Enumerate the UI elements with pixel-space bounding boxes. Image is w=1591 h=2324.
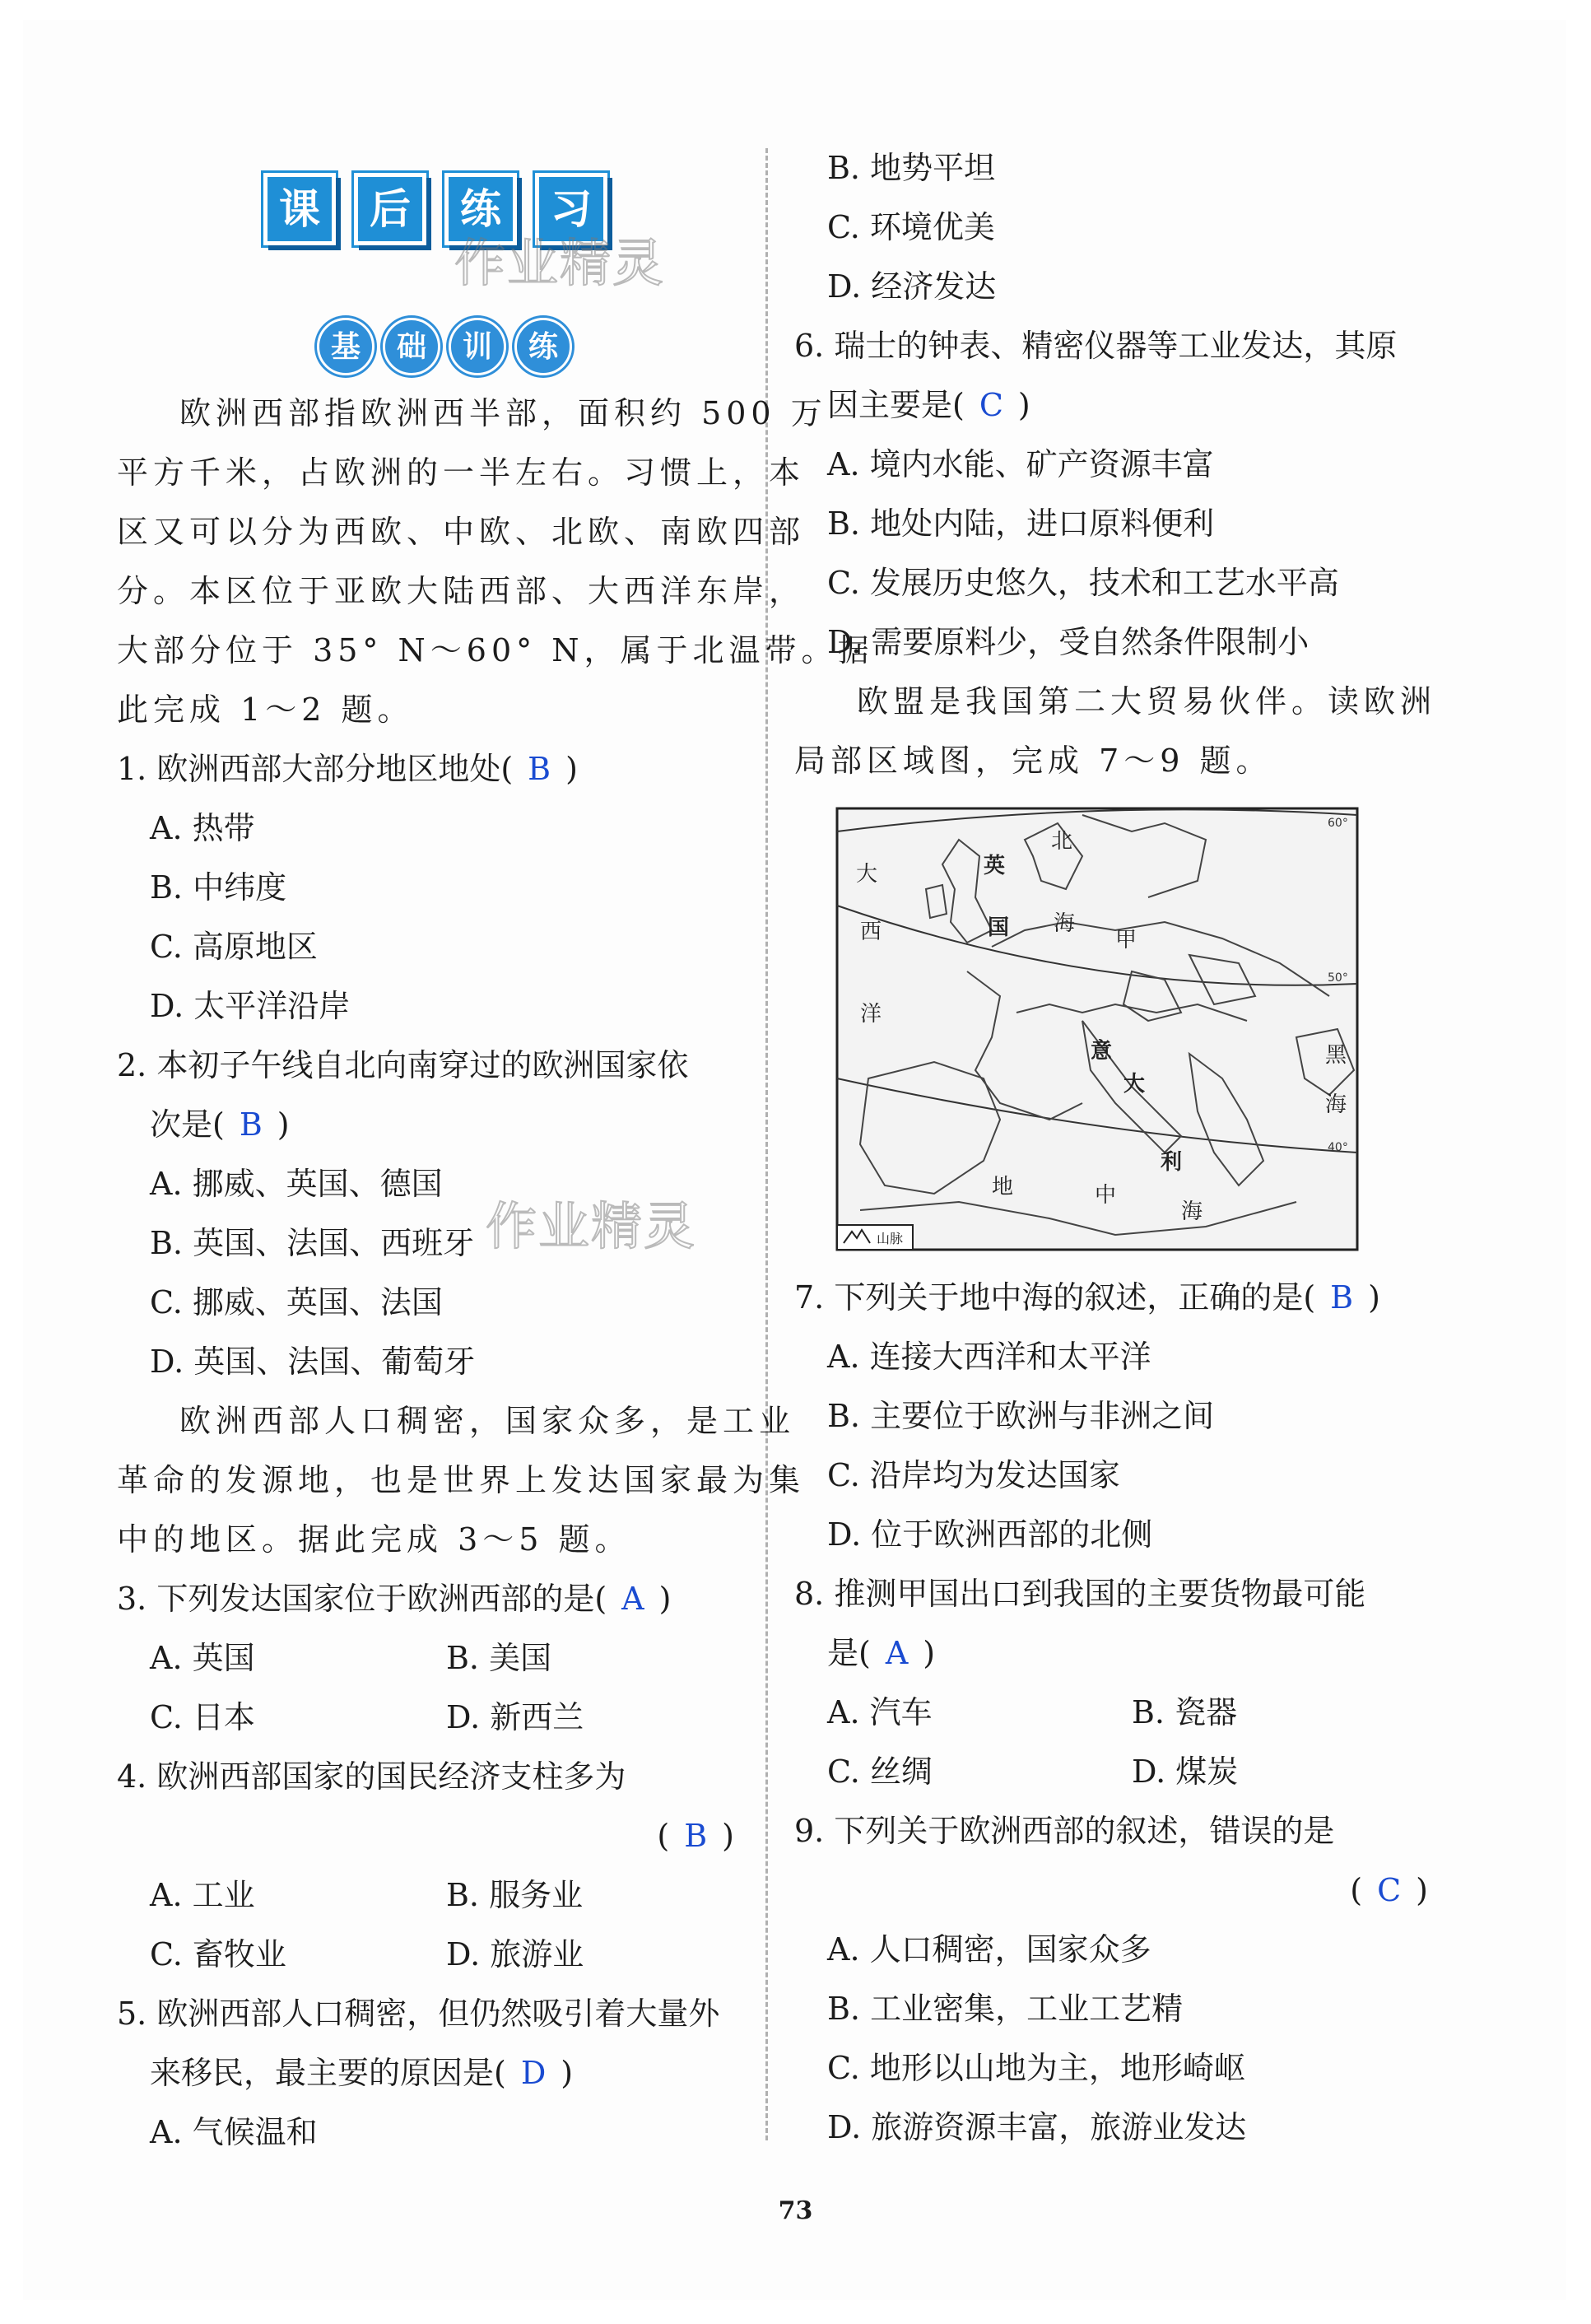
option: D. 太平洋沿岸	[150, 988, 351, 1024]
question-9: 9. 下列关于欧洲西部的叙述，错误的是	[794, 1813, 1335, 1849]
option-row	[117, 1688, 742, 1747]
banner-tile: 习	[535, 173, 607, 245]
answer: B	[684, 1818, 708, 1854]
latitude-label: 50°	[1328, 971, 1348, 985]
option: D. 位于欧洲西部的北侧	[827, 1516, 1153, 1553]
option: A. 挪威、英国、德国	[150, 1166, 443, 1202]
heading-char: 训	[449, 318, 506, 375]
option: C. 畜牧业	[150, 1936, 286, 1972]
question-2: 2. 本初子午线自北向南穿过的欧洲国家依	[117, 1047, 689, 1083]
option: D. 新西兰	[446, 1699, 584, 1735]
option: C. 丝绸	[827, 1753, 933, 1790]
heading-char: 基	[317, 318, 374, 375]
map-label: 大	[1123, 1072, 1146, 1097]
question-6-cont: 因主要是( C )	[827, 387, 1030, 423]
map-label: 大	[856, 862, 878, 887]
option: A. 境内水能、矿产资源丰富	[827, 446, 1214, 482]
passage-line: 局部区域图，完成 7～9 题。	[794, 743, 1272, 779]
answer: B	[1330, 1279, 1354, 1316]
passage-line: 此完成 1～2 题。	[117, 692, 414, 728]
question-9-answer: ( C )	[1350, 1872, 1428, 1908]
option: B. 地势平坦	[827, 150, 996, 186]
option: B. 地处内陆，进口原料便利	[827, 505, 1215, 542]
answer: B	[528, 751, 551, 787]
legend-label: 山脉	[877, 1231, 904, 1246]
option-row	[117, 1925, 742, 1984]
option: D. 旅游业	[446, 1936, 584, 1972]
map-label: 甲	[1115, 928, 1137, 952]
question-3: 3. 下列发达国家位于欧洲西部的是( A )	[117, 1581, 672, 1617]
passage-line: 欧洲西部指欧洲西半部，面积约 500 万	[179, 395, 827, 431]
map-label: 地	[992, 1175, 1014, 1199]
option: B. 美国	[446, 1640, 552, 1676]
option: B. 瓷器	[1132, 1694, 1238, 1730]
latitude-label: 40°	[1328, 1141, 1348, 1154]
option: A. 气候温和	[150, 2114, 318, 2150]
option: A. 人口稠密，国家众多	[827, 1931, 1151, 1968]
latitude-label: 60°	[1328, 817, 1348, 830]
left-column	[117, 384, 874, 2162]
map-label: 黑	[1325, 1043, 1347, 1068]
option: C. 发展历史悠久，技术和工艺水平高	[827, 565, 1339, 601]
passage-line: 欧洲西部人口稠密，国家众多，是工业	[179, 1403, 796, 1439]
option: B. 工业密集，工业工艺精	[827, 1991, 1184, 2027]
option: D. 煤炭	[1132, 1753, 1239, 1790]
passage-line: 大部分位于 35° N～60° N，属于北温带。据	[117, 632, 874, 668]
option: D. 经济发达	[827, 268, 997, 305]
question-2-cont: 次是( B )	[150, 1106, 290, 1143]
answer: B	[239, 1106, 263, 1143]
map-label: 洋	[860, 1002, 882, 1027]
question-1: 1. 欧洲西部大部分地区地处( B )	[117, 751, 578, 787]
option: A. 英国	[150, 1640, 255, 1676]
option: A. 工业	[150, 1877, 255, 1913]
option: C. 沿岸均为发达国家	[827, 1457, 1120, 1493]
map-label: 海	[1181, 1199, 1203, 1224]
option: D. 需要原料少，受自然条件限制小	[827, 624, 1310, 660]
watermark: 作业精灵	[454, 233, 666, 293]
answer: C	[1377, 1872, 1402, 1908]
map-label: 中	[1095, 1183, 1117, 1208]
heading-char: 础	[383, 318, 440, 375]
question-4: 4. 欧洲西部国家的国民经济支柱多为	[117, 1758, 626, 1795]
question-7: 7. 下列关于地中海的叙述，正确的是( B )	[794, 1279, 1380, 1316]
watermark: 作业精灵	[486, 1196, 697, 1256]
option-row	[794, 1683, 1436, 1742]
section-heading	[317, 318, 572, 375]
passage-line: 中的地区。据此完成 3～5 题。	[117, 1521, 631, 1558]
heading-char: 练	[514, 318, 572, 375]
option: C. 日本	[150, 1699, 255, 1735]
map-label: 西	[860, 920, 882, 944]
answer: A	[621, 1581, 644, 1617]
option: B. 主要位于欧洲与非洲之间	[827, 1398, 1215, 1434]
map-label: 海	[1054, 911, 1076, 936]
option: B. 中纬度	[150, 869, 287, 906]
question-5: 5. 欧洲西部人口稠密，但仍然吸引着大量外	[117, 1996, 720, 2032]
europe-map	[835, 807, 1359, 1251]
option: C. 挪威、英国、法国	[150, 1284, 443, 1320]
option: A. 热带	[150, 810, 255, 846]
option: C. 地形以山地为主，地形崎岖	[827, 2050, 1245, 2086]
option: B. 服务业	[446, 1877, 584, 1913]
question-8: 8. 推测甲国出口到我国的主要货物最可能	[794, 1576, 1366, 1612]
map-label: 利	[1161, 1150, 1183, 1175]
passage-line: 区又可以分为西欧、中欧、北欧、南欧四部	[117, 514, 806, 550]
option: C. 环境优美	[827, 209, 995, 245]
option: A. 汽车	[827, 1694, 933, 1730]
question-6: 6. 瑞士的钟表、精密仪器等工业发达，其原	[794, 328, 1398, 364]
option: C. 高原地区	[150, 929, 318, 965]
question-5-cont: 来移民，最主要的原因是( D )	[150, 2055, 574, 2091]
map-label: 北	[1051, 829, 1073, 854]
option-row	[117, 1865, 742, 1925]
map-label: 国	[988, 915, 1010, 940]
map-label: 英	[984, 854, 1006, 878]
map-label: 海	[1325, 1092, 1347, 1117]
option: D. 英国、法国、葡萄牙	[150, 1344, 476, 1380]
passage-line: 分。本区位于亚欧大陆西部、大西洋东岸，	[117, 573, 806, 609]
option: B. 英国、法国、西班牙	[150, 1225, 475, 1261]
option-row	[794, 1742, 1436, 1801]
banner-tile: 课	[263, 173, 336, 245]
option: A. 连接大西洋和太平洋	[827, 1339, 1151, 1375]
option-row	[117, 1628, 742, 1688]
banner-tile: 后	[354, 173, 426, 245]
answer: C	[979, 387, 1003, 423]
page-number: 73	[778, 2196, 813, 2225]
answer: D	[520, 2055, 547, 2091]
column-divider	[765, 148, 768, 2140]
map-label: 意	[1091, 1039, 1113, 1064]
passage-line: 平方千米，占欧洲的一半左右。习惯上，本	[117, 454, 806, 491]
passage-line: 欧盟是我国第二大贸易伙伴。读欧洲	[857, 683, 1437, 720]
question-8-cont: 是( A )	[827, 1635, 936, 1671]
option: D. 旅游资源丰富，旅游业发达	[827, 2109, 1247, 2145]
passage-line: 革命的发源地，也是世界上发达国家最为集	[117, 1462, 806, 1498]
question-4-answer: ( B )	[657, 1818, 734, 1854]
answer: A	[885, 1635, 909, 1671]
banner-tile: 练	[444, 173, 517, 245]
